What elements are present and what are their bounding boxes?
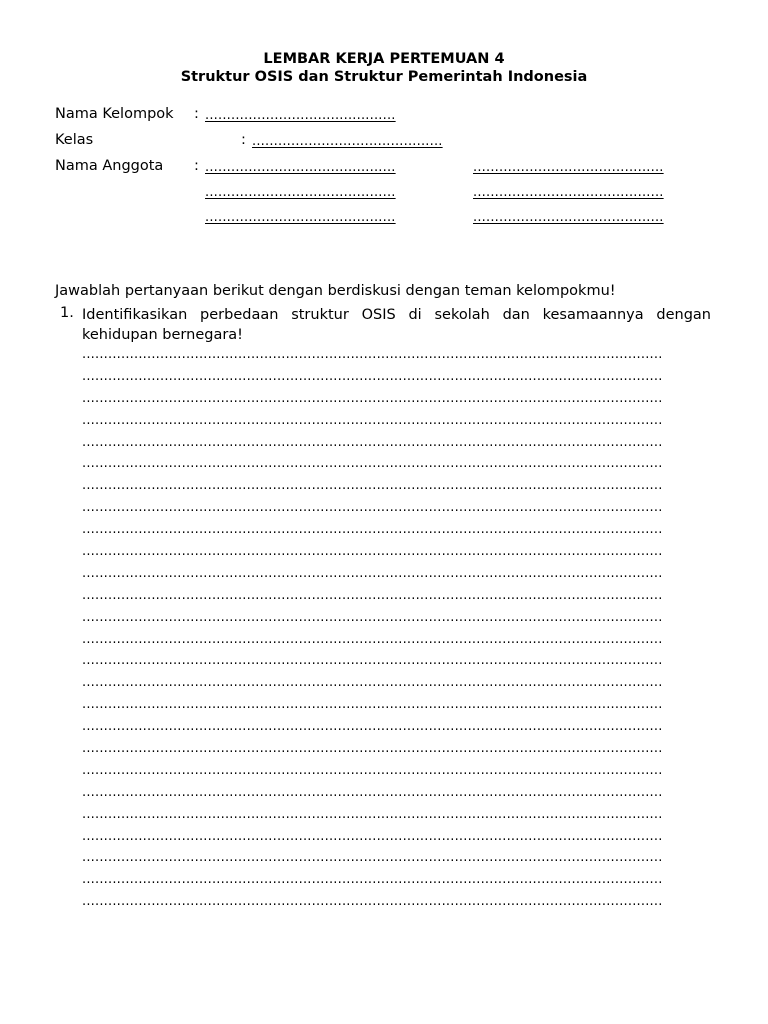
worksheet-subtitle: Struktur OSIS dan Struktur Pemerintah Indonesia	[180, 69, 588, 85]
member-field-2[interactable]: ............................................	[473, 160, 664, 175]
answer-line[interactable]: ......................................................................................................................................	[82, 719, 663, 735]
group-name-field[interactable]: ............................................	[205, 108, 396, 123]
answer-line[interactable]: ......................................................................................................................................	[82, 631, 663, 647]
question-number: 1.	[60, 305, 74, 321]
answer-line[interactable]: ......................................................................................................................................	[82, 653, 663, 669]
members-label: Nama Anggota	[55, 158, 164, 174]
answer-line[interactable]: ......................................................................................................................................	[82, 784, 663, 800]
answer-line[interactable]: ......................................................................................................................................	[82, 872, 663, 888]
answer-line[interactable]: ......................................................................................................................................	[82, 390, 663, 406]
answer-line[interactable]: ......................................................................................................................................	[82, 697, 663, 713]
answer-line[interactable]: ......................................................................................................................................	[82, 500, 663, 516]
answer-line[interactable]: ......................................................................................................................................	[82, 347, 663, 362]
member-field-3[interactable]: ............................................	[205, 185, 396, 200]
question-text: Identifikasikan perbedaan struktur OSIS di sekolah dan kesamaannya dengan kehidupan bernegara!	[82, 307, 711, 343]
answer-line[interactable]: ......................................................................................................................................	[82, 478, 663, 494]
answer-line[interactable]: ......................................................................................................................................	[82, 434, 663, 450]
member-field-6[interactable]: ............................................	[473, 210, 664, 225]
answer-line[interactable]: ......................................................................................................................................	[82, 894, 663, 910]
member-field-4[interactable]: ............................................	[473, 185, 664, 200]
answer-line[interactable]: ......................................................................................................................................	[82, 609, 663, 625]
members-colon: :	[194, 158, 199, 174]
class-colon: :	[241, 132, 246, 148]
member-field-1[interactable]: ............................................	[205, 160, 396, 175]
answer-line[interactable]: ......................................................................................................................................	[82, 587, 663, 603]
class-field[interactable]: ............................................	[252, 134, 443, 149]
class-label: Kelas	[55, 132, 94, 148]
answer-line[interactable]: ......................................................................................................................................	[82, 806, 663, 822]
answer-line[interactable]: ......................................................................................................................................	[82, 456, 663, 472]
answer-line[interactable]: ......................................................................................................................................	[82, 412, 663, 428]
answer-line[interactable]: ......................................................................................................................................	[82, 544, 663, 560]
instruction-text: Jawablah pertanyaan berikut dengan berdiskusi dengan teman kelompokmu!	[55, 283, 616, 299]
answer-line[interactable]: ......................................................................................................................................	[82, 850, 663, 866]
answer-line[interactable]: ......................................................................................................................................	[82, 828, 663, 844]
member-field-5[interactable]: ............................................	[205, 210, 396, 225]
answer-line[interactable]: ......................................................................................................................................	[82, 565, 663, 581]
answer-area[interactable]	[82, 344, 706, 913]
answer-line[interactable]: ......................................................................................................................................	[82, 762, 663, 778]
group-name-label: Nama Kelompok	[55, 106, 174, 122]
worksheet-title: LEMBAR KERJA PERTEMUAN 4	[263, 51, 505, 67]
answer-line[interactable]: ......................................................................................................................................	[82, 741, 663, 757]
answer-line[interactable]: ......................................................................................................................................	[82, 368, 663, 384]
group-name-colon: :	[194, 106, 199, 122]
answer-line[interactable]: ......................................................................................................................................	[82, 522, 663, 538]
answer-line[interactable]: ......................................................................................................................................	[82, 675, 663, 691]
